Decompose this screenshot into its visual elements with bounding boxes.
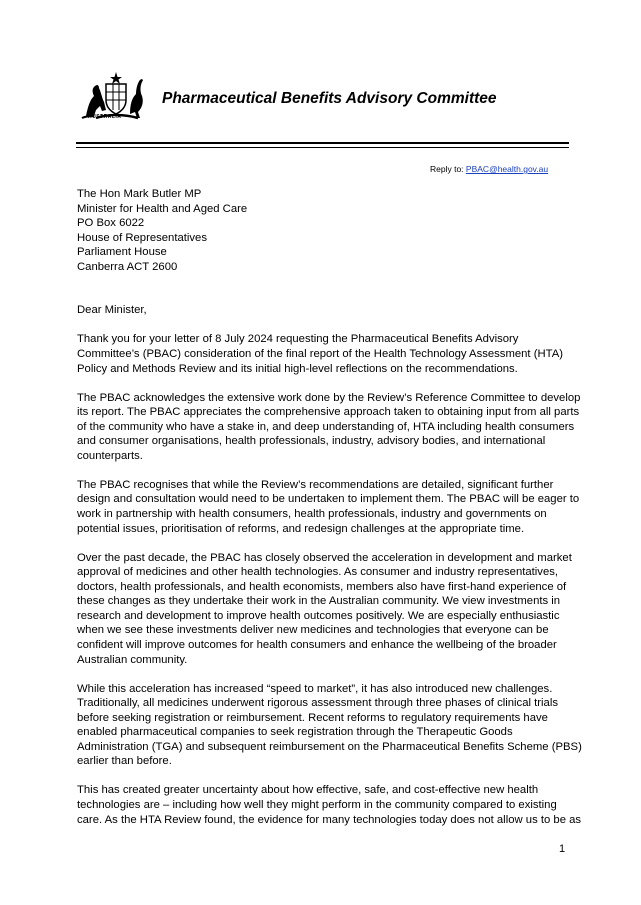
paragraph-line: these changes as they undertake their work in the Australian community. We view investments in [77, 595, 561, 608]
paragraph-line: of the community who have a stake in, and deep understanding of, HTA including health consumers [77, 420, 575, 433]
address-line: Minister for Health and Aged Care [77, 202, 248, 215]
paragraph-line: counterparts. [77, 449, 143, 462]
paragraph-line: This has created greater uncertainty about how effective, safe, and cost-effective new health [77, 784, 539, 797]
paragraph-line: Australian community. [77, 653, 188, 666]
paragraph-line: technologies are – including how well they might perform in the community compared to existing [77, 798, 557, 811]
paragraph-line: The PBAC acknowledges the extensive work done by the Review’s Reference Committee to develop [77, 391, 581, 404]
crest-label: AUSTRALIA [88, 114, 122, 120]
paragraph-line: doctors, health professionals, and health economists, members also have first-hand experience of [77, 580, 567, 593]
salutation: Dear Minister, [77, 304, 147, 317]
paragraph [77, 551, 571, 667]
paragraph-line: Over the past decade, the PBAC has closely observed the acceleration in development and market [77, 551, 572, 564]
paragraph [77, 478, 580, 536]
paragraph-line: Traditionally, all medicines underwent rigorous assessment through three phases of clinical trials [77, 697, 558, 710]
address-line: Parliament House [77, 246, 167, 259]
reply-to [430, 164, 548, 174]
paragraph [77, 391, 581, 464]
header-rule-thick [76, 142, 569, 144]
address-line: The Hon Mark Butler MP [77, 188, 202, 200]
paragraph-line: Policy and Methods Review and its initial high-level reflections on the recommendations. [77, 362, 518, 375]
paragraph-line: enabled pharmaceutical companies to seek registration through the Therapeutic Goods [77, 726, 513, 739]
paragraph-line: care. As the HTA Review found, the evidence for many technologies today does not allow us to be as [77, 813, 582, 826]
paragraph-line: and consumer organisations, health professionals, industry, advisory bodies, and international [77, 435, 546, 448]
address-line: House of Representatives [77, 231, 207, 244]
paragraph-line: approval of medicines and other health technologies. As consumer and industry representatives, [77, 566, 559, 579]
header-rule-thin [76, 147, 569, 148]
recipient-address [77, 187, 571, 274]
paragraph-line: when we see these investments deliver new medicines and technologies that everyone can be [77, 624, 549, 637]
paragraph-line: potential issues, prioritisation of reforms, and redesign challenges at the appropriate time. [77, 522, 525, 535]
committee-title: Pharmaceutical Benefits Advisory Committee [162, 90, 497, 107]
paragraph-line: While this acceleration has increased “speed to market”, it has also introduced new challenges. [77, 682, 553, 695]
address-line: Canberra ACT 2600 [77, 260, 178, 273]
paragraph-line: Thank you for your letter of 8 July 2024 requesting the Pharmaceutical Benefits Advisory [77, 333, 519, 346]
paragraph-line: work in partnership with health consumers, health professionals, industry and governments on [77, 508, 547, 521]
paragraph-line: Committee’s (PBAC) consideration of the final report of the Health Technology Assessment (HTA) [77, 348, 563, 361]
paragraph-line: Administration (TGA) and subsequent reimbursement on the Pharmaceutical Benefits Scheme (PBS) [77, 740, 582, 753]
paragraph [77, 332, 571, 376]
paragraph [77, 783, 582, 827]
reply-to-email-link[interactable]: PBAC@health.gov.au [465, 164, 549, 174]
paragraph-line: design and consultation would need to be undertaken to implement them. The PBAC will be eager to [77, 493, 580, 506]
page-number: 1 [559, 843, 566, 855]
reply-to-label: Reply to: [430, 164, 464, 174]
letter-body [77, 187, 582, 827]
paragraph-line: confident will improve outcomes for health consumers and enhance the wellbeing of the broader [77, 638, 557, 651]
address-line: PO Box 6022 [77, 217, 145, 230]
paragraph-line: before seeking registration or reimbursement. Recent reforms to regulatory requirements have [77, 711, 548, 724]
paragraph-line: The PBAC recognises that while the Review’s recommendations are detailed, significant further [77, 478, 554, 491]
paragraph-line: its report. The PBAC appreciates the comprehensive approach taken to obtaining input from all parts [77, 406, 580, 419]
paragraph [77, 682, 582, 769]
paragraph-line: research and development to improve health outcomes positively. We are especially enthusiastic [77, 609, 560, 622]
paragraph-line: earlier than before. [77, 755, 172, 768]
